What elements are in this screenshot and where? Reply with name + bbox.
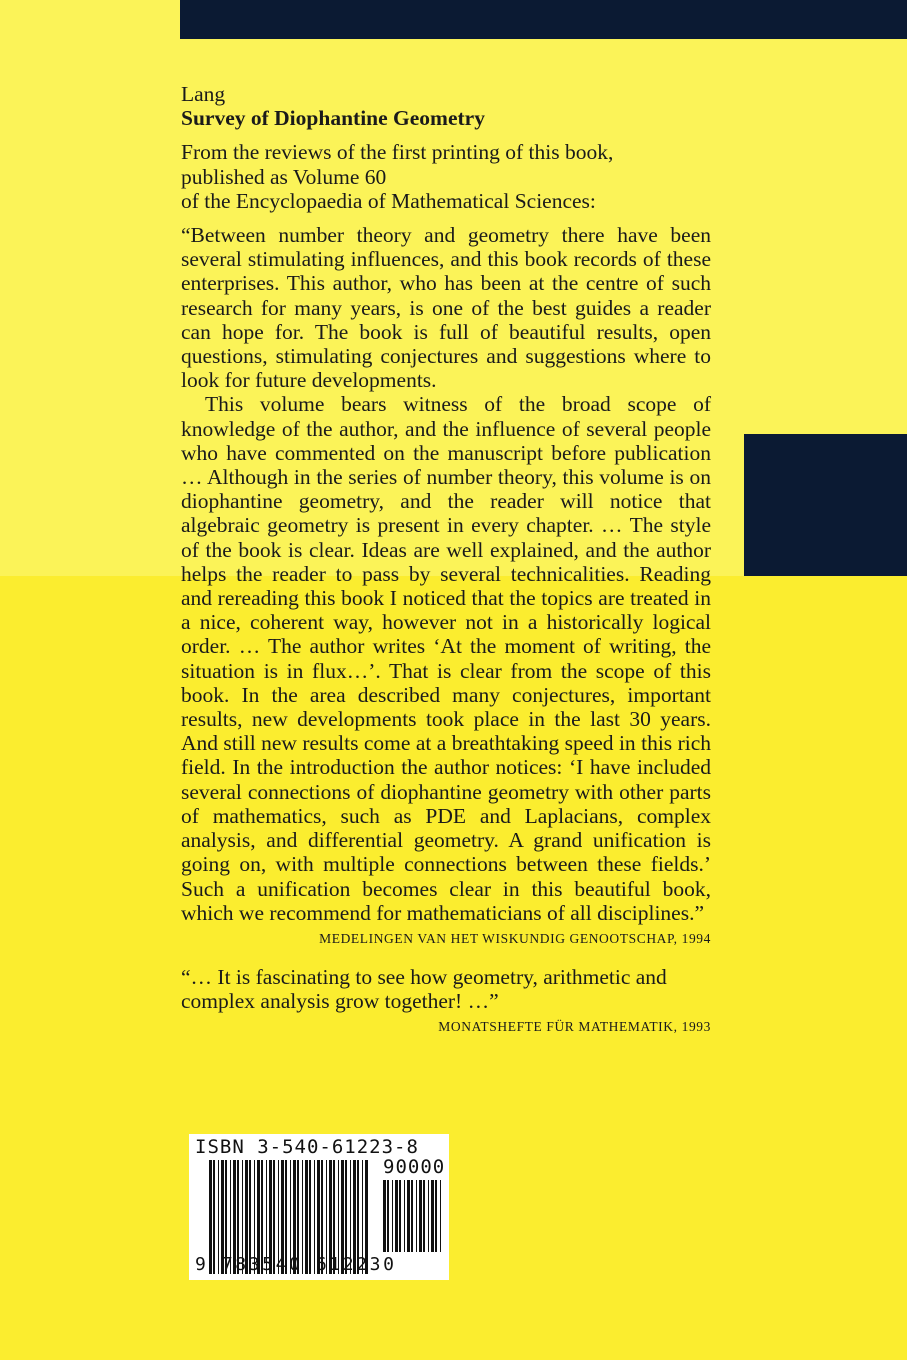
review-source-monatshefte xyxy=(181,1017,711,1037)
book-author: Lang xyxy=(181,82,226,106)
barcode-bar xyxy=(404,1180,405,1252)
barcode-bar xyxy=(399,1180,401,1252)
ean-number: 9 783540 612230 xyxy=(195,1254,397,1275)
back-cover-text xyxy=(181,82,711,1037)
review-paragraph-2: This volume bears witness of the broad scope of knowledge of the author, and the influence of several people who have commented on the manuscript before publication … Although in the series of number theory, this volume is on diophantine geometry, and the reader will notice that algebraic geometry is present in every chapter. … The style of the book is clear. Ideas are well explained, and the author helps the reader to pass by several technicalities. Reading and rereading this book I noticed that the topics are treated in a nice, coherent way, however not in a historically logical order. … The author writes ‘At the moment of writing, the situation is in flux…’. That is clear from the scope of this book. In the area described many conjectures, important results, new developments took place in the last 30 years. And still new results come at a breathtaking speed in this rich field. In the introduction the author notices: ‘I have included several connections of diophantine geometry with other parts of mathematics, such as PDE and Laplacians, complex analysis, and differential geometry. A grand unification is going on, with multiple connections between these fields.’ Such a unification becomes clear in this beautiful book, which we recommend for mathematicians of all disciplines.” xyxy=(181,392,711,925)
review-paragraph-1: “Between number theory and geometry there have been several stimulating influences, and this book records of these enterprises. This author, who has been at the centre of such research for many years, is one of the best guides a reader can hope for. The book is full of beautiful results, open questions, stimulating conjectures and suggestions where to look for future developments. xyxy=(181,223,711,393)
source-name: MEDELINGEN VAN HET WISKUNDIG GENOOTSCHAP, xyxy=(319,930,678,946)
source-name: MONATSHEFTE FÜR MATHEMATIK, xyxy=(438,1019,678,1035)
barcode-bar xyxy=(395,1180,398,1252)
barcode-bar xyxy=(428,1180,429,1252)
barcode-bar xyxy=(416,1180,417,1252)
barcode-bar xyxy=(435,1180,437,1252)
barcode-bar xyxy=(419,1180,422,1252)
right-navy-block xyxy=(744,434,907,576)
intro-line: published as Volume 60 xyxy=(181,164,387,189)
source-year: 1994 xyxy=(681,930,711,946)
price-code: 90000 xyxy=(383,1156,446,1178)
isbn-label: ISBN 3-540-61223-8 xyxy=(195,1136,419,1158)
review-medelingen xyxy=(181,223,711,925)
top-navy-band xyxy=(180,0,907,39)
review-monatshefte: “… It is fascinating to see how geometry, arithmetic and complex analysis grow together! …” xyxy=(181,964,667,1014)
book-title: Survey of Diophantine Geometry xyxy=(181,106,485,131)
barcode-bar xyxy=(387,1180,389,1252)
intro-line: From the reviews of the first printing of this book, xyxy=(181,140,614,165)
barcode-bar xyxy=(407,1180,410,1252)
barcode-bar xyxy=(411,1180,413,1252)
isbn-barcode xyxy=(189,1134,449,1280)
review-source-medelingen xyxy=(181,929,711,949)
reviews-intro xyxy=(181,140,711,213)
barcode-bar xyxy=(383,1180,386,1252)
source-year: 1993 xyxy=(681,1019,711,1035)
barcode-bar xyxy=(431,1180,434,1252)
barcode-bar xyxy=(440,1180,441,1252)
intro-line: of the Encyclopaedia of Mathematical Sciences: xyxy=(181,188,596,213)
barcode-bar xyxy=(392,1180,393,1252)
barcode-bar xyxy=(423,1180,425,1252)
